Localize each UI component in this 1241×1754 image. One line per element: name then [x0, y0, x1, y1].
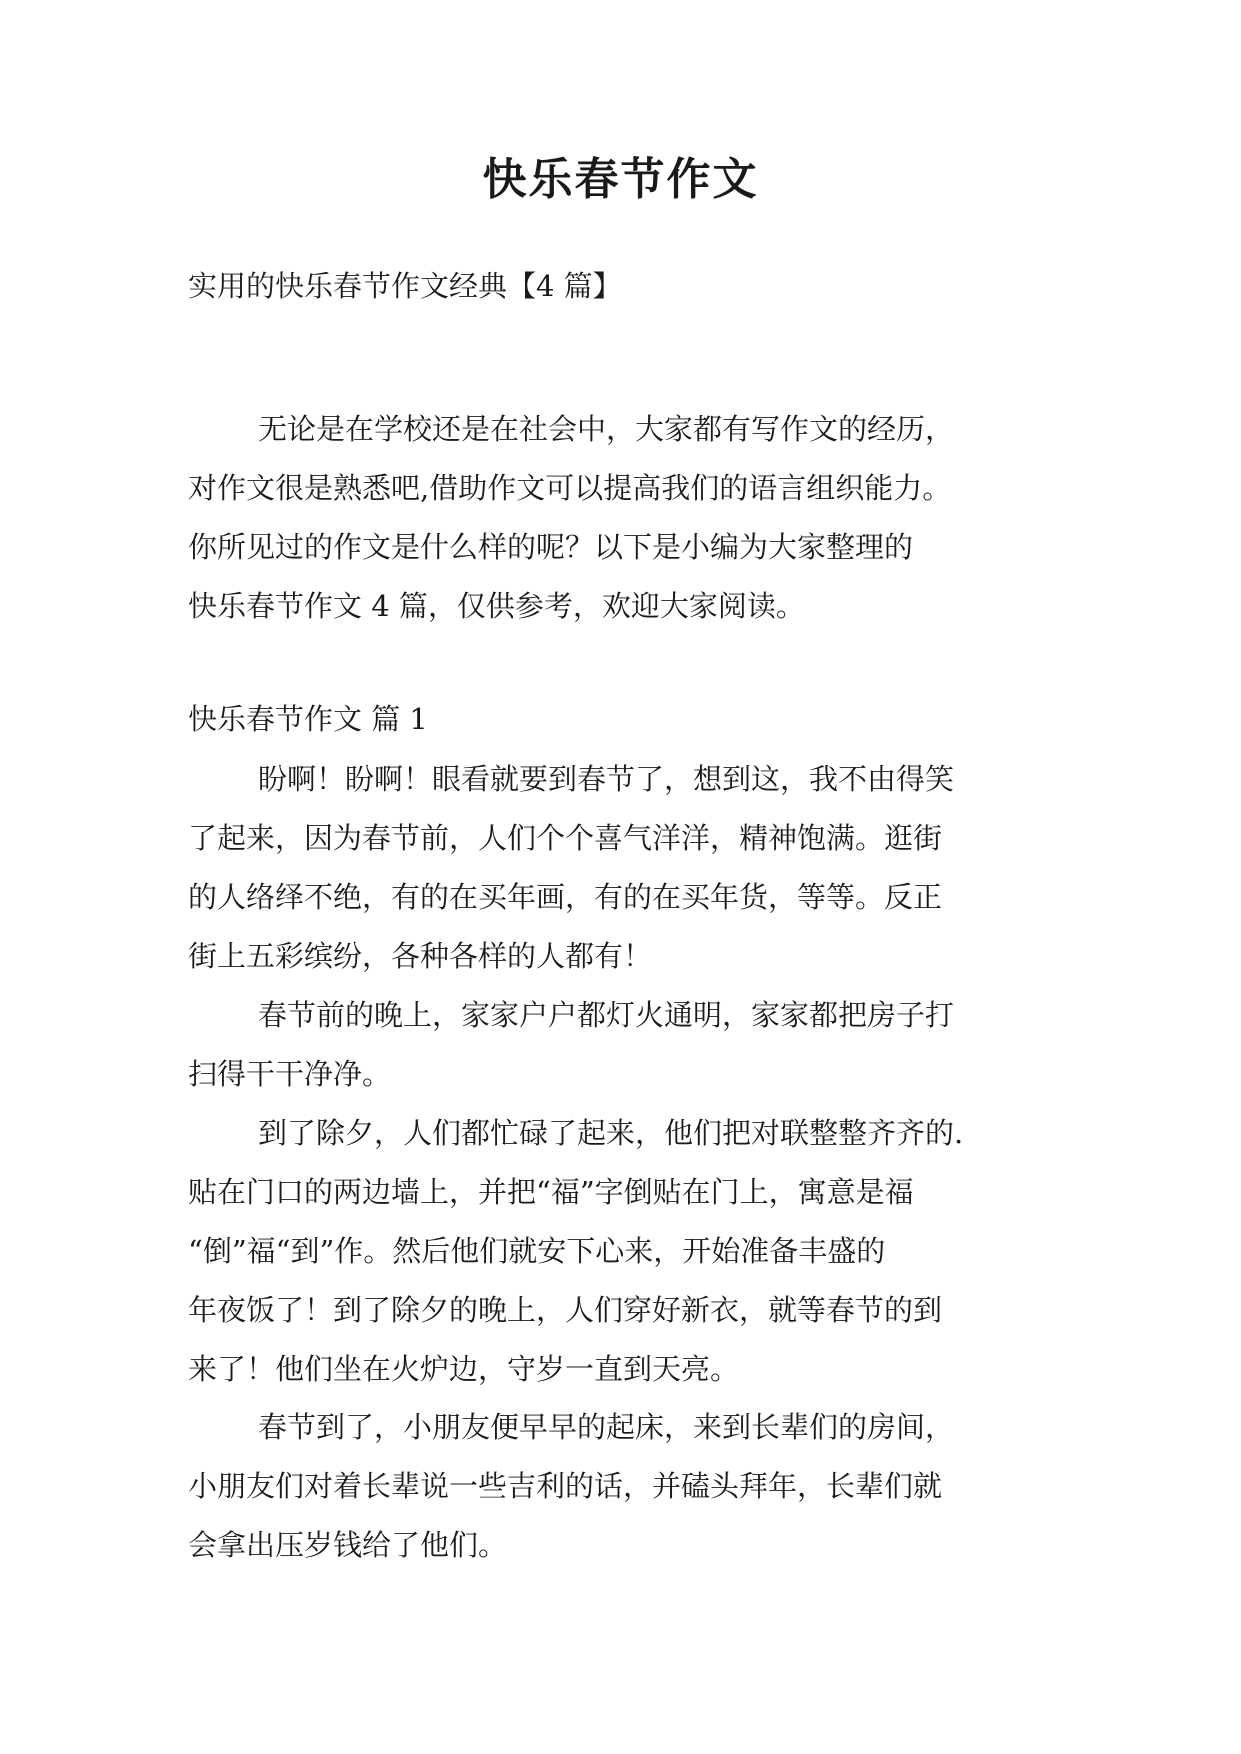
paragraph-4: [188, 1398, 1068, 1575]
paragraph-line: 到了除夕，人们都忙碌了起来，他们把对联整整齐齐的.: [258, 1116, 964, 1150]
paragraph-line: 春节前的晚上，家家户户都灯火通明，家家都把房子打: [258, 998, 955, 1032]
intro-line: 你所见过的作文是什么样的呢？以下是小编为大家整理的: [188, 530, 914, 564]
paragraph-line: 街上五彩缤纷，各种各样的人都有！: [188, 939, 653, 973]
paragraph-line: 贴在门口的两边墙上，并把“福”字倒贴在门上，寓意是福: [188, 1175, 914, 1209]
intro-paragraph: [188, 400, 1068, 636]
paragraph-line: “倒”福“到”作。然后他们就安下心来，开始准备丰盛的: [188, 1234, 886, 1268]
paragraph-line: 会拿出压岁钱给了他们。: [188, 1528, 508, 1562]
paragraph-line: 年夜饭了！到了除夕的晚上，人们穿好新衣，就等春节的到: [188, 1293, 943, 1327]
paragraph-line: 小朋友们对着长辈说一些吉利的话，并磕头拜年，长辈们就: [188, 1469, 943, 1503]
paragraph-line: 的人络绎不绝，有的在买年画，有的在买年货，等等。反正: [188, 880, 943, 914]
paragraph-line: 扫得干干净净。: [188, 1057, 392, 1091]
intro-line: 快乐春节作文 4 篇，仅供参考，欢迎大家阅读。: [188, 589, 805, 623]
paragraph-2: [188, 986, 1068, 1104]
intro-line: 对作文很是熟悉吧,借助作文可以提高我们的语言组织能力。: [188, 471, 952, 505]
paragraph-1: [188, 750, 1068, 986]
intro-line: 无论是在学校还是在社会中，大家都有写作文的经历，: [258, 412, 955, 446]
paragraph-line: 来了！他们坐在火炉边，守岁一直到天亮。: [188, 1352, 740, 1386]
paragraph-line: 盼啊！盼啊！眼看就要到春节了，想到这，我不由得笑: [258, 762, 955, 796]
paragraph-line: 了起来，因为春节前，人们个个喜气洋洋，精神饱满。逛街: [188, 821, 943, 855]
section-heading: 快乐春节作文 篇 1: [188, 702, 428, 736]
document-subtitle: 实用的快乐春节作文经典【4 篇】: [188, 269, 622, 303]
document-title: 快乐春节作文: [482, 154, 759, 205]
paragraph-line: 春节到了，小朋友便早早的起床，来到长辈们的房间，: [258, 1410, 955, 1444]
paragraph-3: [188, 1104, 1068, 1399]
